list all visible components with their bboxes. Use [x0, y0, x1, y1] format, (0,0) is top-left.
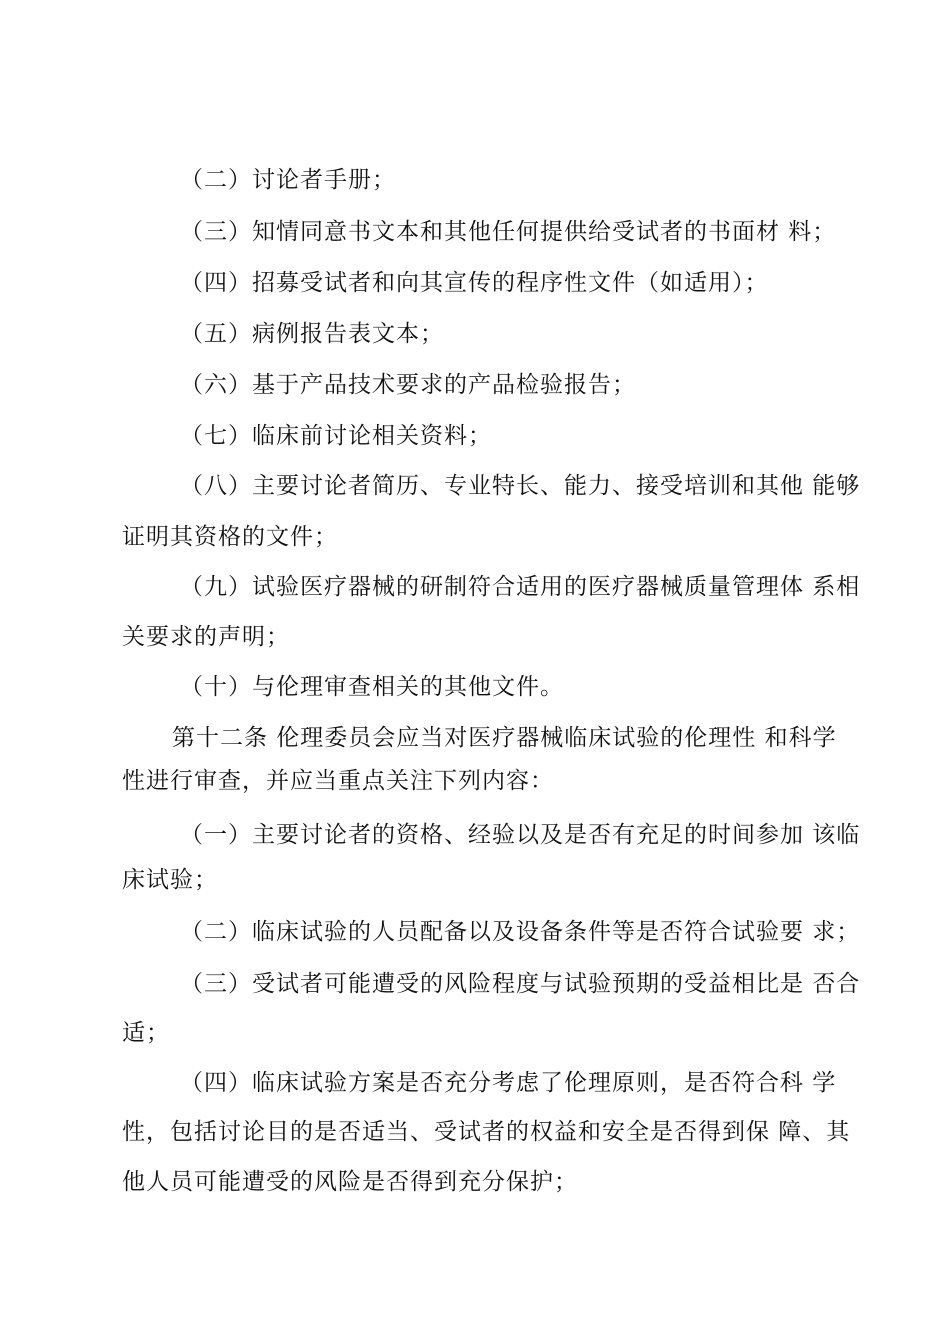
list-item-quality-statement-cont: 关要求的声明； [122, 624, 290, 650]
list-item-discussant-resume: （八）主要讨论者简历、专业特长、能力、接受培训和其他 能够 [180, 473, 861, 499]
review-item-staffing: （二）临床试验的人员配备以及设备条件等是否符合试验要 求； [180, 919, 861, 945]
review-item-qualification-cont: 床试验； [122, 867, 218, 893]
list-item-discussant-resume-cont: 证明其资格的文件； [122, 524, 338, 550]
list-item-recruitment-docs: （四）招募受试者和向其宣传的程序性文件（如适用）； [180, 270, 769, 296]
review-item-risk-benefit-cont: 适； [122, 1020, 170, 1046]
article-12-heading-cont: 性进行审查，并应当重点关注下列内容： [122, 768, 554, 794]
review-item-protocol-ethics: （四）临床试验方案是否充分考虑了伦理原则，是否符合科 学 [180, 1070, 837, 1096]
review-item-qualification: （一）主要讨论者的资格、经验以及是否有充足的时间参加 该临 [180, 822, 861, 848]
review-item-risk-benefit: （三）受试者可能遭受的风险程度与试验预期的受益相比是 否合 [180, 971, 861, 997]
list-item-discussant-handbook: （二）讨论者手册； [180, 167, 396, 193]
list-item-quality-statement: （九）试验医疗器械的研制符合适用的医疗器械质量管理体 系相 [180, 574, 861, 600]
list-item-case-report-form: （五）病例报告表文本； [180, 321, 444, 347]
review-item-protocol-ethics-cont2: 他人员可能遭受的风险是否得到充分保护； [122, 1169, 578, 1195]
list-item-informed-consent: （三）知情同意书文本和其他任何提供给受试者的书面材 料； [180, 219, 837, 245]
article-12-heading: 第十二条 伦理委员会应当对医疗器械临床试验的伦理性 和科学 [172, 725, 837, 751]
review-item-protocol-ethics-cont: 性，包括讨论目的是否适当、受试者的权益和安全是否得到保 障、其 [122, 1119, 851, 1145]
list-item-inspection-report: （六）基于产品技术要求的产品检验报告； [180, 372, 636, 398]
list-item-other-docs: （十）与伦理审查相关的其他文件。 [180, 674, 564, 700]
list-item-preclinical-data: （七）临床前讨论相关资料； [180, 423, 492, 449]
